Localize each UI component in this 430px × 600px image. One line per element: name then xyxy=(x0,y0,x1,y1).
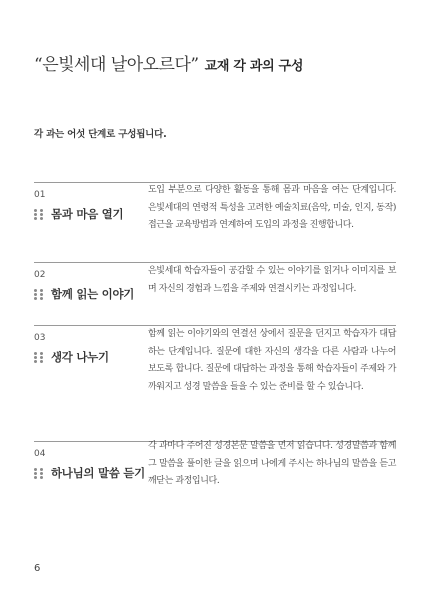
page-title xyxy=(34,50,303,75)
book-title: “은빛세대 날아오르다” xyxy=(34,55,199,75)
section-heading xyxy=(34,465,145,481)
section-01 xyxy=(34,182,396,242)
section-heading xyxy=(34,286,134,302)
page-number: 6 xyxy=(34,563,41,574)
section-number: 04 xyxy=(34,449,46,459)
section-title: 생각 나누기 xyxy=(51,350,109,364)
bullet-dots-icon xyxy=(34,468,43,479)
section-number: 03 xyxy=(34,333,46,343)
section-number: 02 xyxy=(34,270,46,280)
bullet-dots-icon xyxy=(34,209,43,220)
bullet-dots-icon xyxy=(34,352,43,363)
section-title: 몸과 마음 열기 xyxy=(51,207,124,221)
section-03 xyxy=(34,325,396,425)
section-title: 하나님의 말씀 듣기 xyxy=(51,466,145,480)
section-body: 은빛세대 학습자들이 공감할 수 있는 이야기를 읽거나 이미지를 보며 자신의 경험과 느낌을 주제와 연결시키는 과정입니다. xyxy=(148,266,396,294)
bullet-dots-icon xyxy=(34,289,43,300)
title-suffix: 교재 각 과의 구성 xyxy=(204,59,304,74)
section-body: 도입 부분으로 다양한 활동을 통해 몸과 마음을 여는 단계입니다. 은빛세대의 연령적 특성을 고려한 예술치료(음악, 미술, 인지, 동작)접근을 교육방법과 연계하여 도입의 과정을 진행합니다. xyxy=(148,185,396,230)
intro-text: 각 과는 어섯 단계로 구성됩니다. xyxy=(34,129,167,140)
section-02 xyxy=(34,262,396,312)
section-title: 함께 읽는 이야기 xyxy=(51,287,135,301)
section-body: 각 과마다 주어진 성경본문 말씀을 먼저 읽습니다. 성경말씀과 함께 그 말씀을 풀이한 글을 읽으며 나에게 주시는 하나님의 말씀을 듣고 깨닫는 과정입니다. xyxy=(148,441,396,486)
section-number: 01 xyxy=(34,190,46,200)
section-heading xyxy=(34,349,109,365)
section-body: 함께 읽는 이야기와의 연결선 상에서 질문을 던지고 학습자가 대답하는 단계입니다. 질문에 대한 자신의 생각을 다른 사람과 나누어 보도록 합니다. 질문에 대답하는 과정을 통해 학습자들이 주제와 가까워지고 성경 말씀을 들을 수 있는 준비를 할 수 있습니다. xyxy=(148,329,396,392)
section-04 xyxy=(34,441,396,501)
section-heading xyxy=(34,206,123,222)
